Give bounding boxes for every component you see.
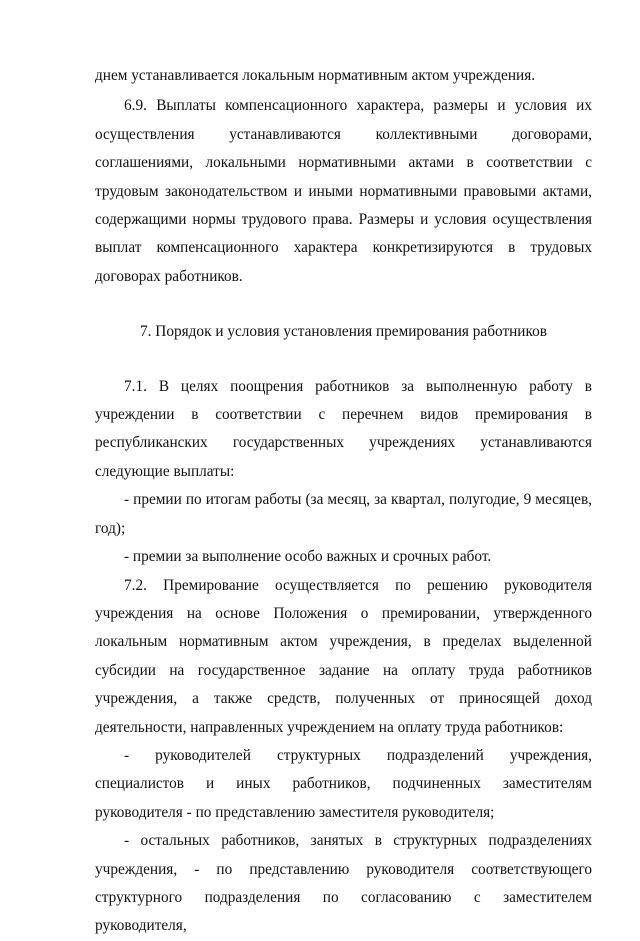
list-item-bonus-urgent: - премии за выполнение особо важных и срочных работ. bbox=[124, 548, 492, 566]
paragraph-6-9: 6.9. Выплаты компенсационного характера, размеры и условия их осуществления устанавливаются коллективными договорами, соглашениями, локальными нормативными актами в соответствии с трудовым законодательством и иными нормативными правовыми актами, содержащими нормы трудового права. Размеры и условия осуществления выплат компенсационного характера конкретизируются в трудовых договорах работников. bbox=[95, 97, 592, 285]
list-item-heads: - руководителей структурных подразделений учреждения, специалистов и иных работников, подчиненных заместителям руководителя - по представлению заместителя руководителя; bbox=[95, 746, 592, 821]
list-item-others: - остальных работников, занятых в структурных подразделениях учреждения, - по представлению руководителя соответствующего структурного подразделения по согласованию с заместителем руководителя, bbox=[95, 832, 592, 935]
paragraph-7-2: 7.2. Премирование осуществляется по решению руководителя учреждения на основе Положения о премировании, утвержденного локальным нормативным актом учреждения, в пределах выделенной субсидии на государственное задание на оплату труда работников учреждения, а также средств, полученных от приносящей доход деятельности, направленных учреждением на оплату труда работников: bbox=[95, 576, 592, 736]
paragraph-7-1: 7.1. В целях поощрения работников за выполненную работу в учреждении в соответствии с перечнем видов премирования в республиканских государственных учреждениях устанавливаются следующие выплаты: bbox=[95, 377, 592, 480]
paragraph-intro: днем устанавливается локальным нормативным актом учреждения. bbox=[95, 67, 536, 84]
list-item-bonus-results: - премии по итогам работы (за месяц, за квартал, полугодие, 9 месяцев, год); bbox=[95, 491, 592, 537]
section-7-heading: 7. Порядок и условия установления премирования работников bbox=[139, 323, 548, 341]
